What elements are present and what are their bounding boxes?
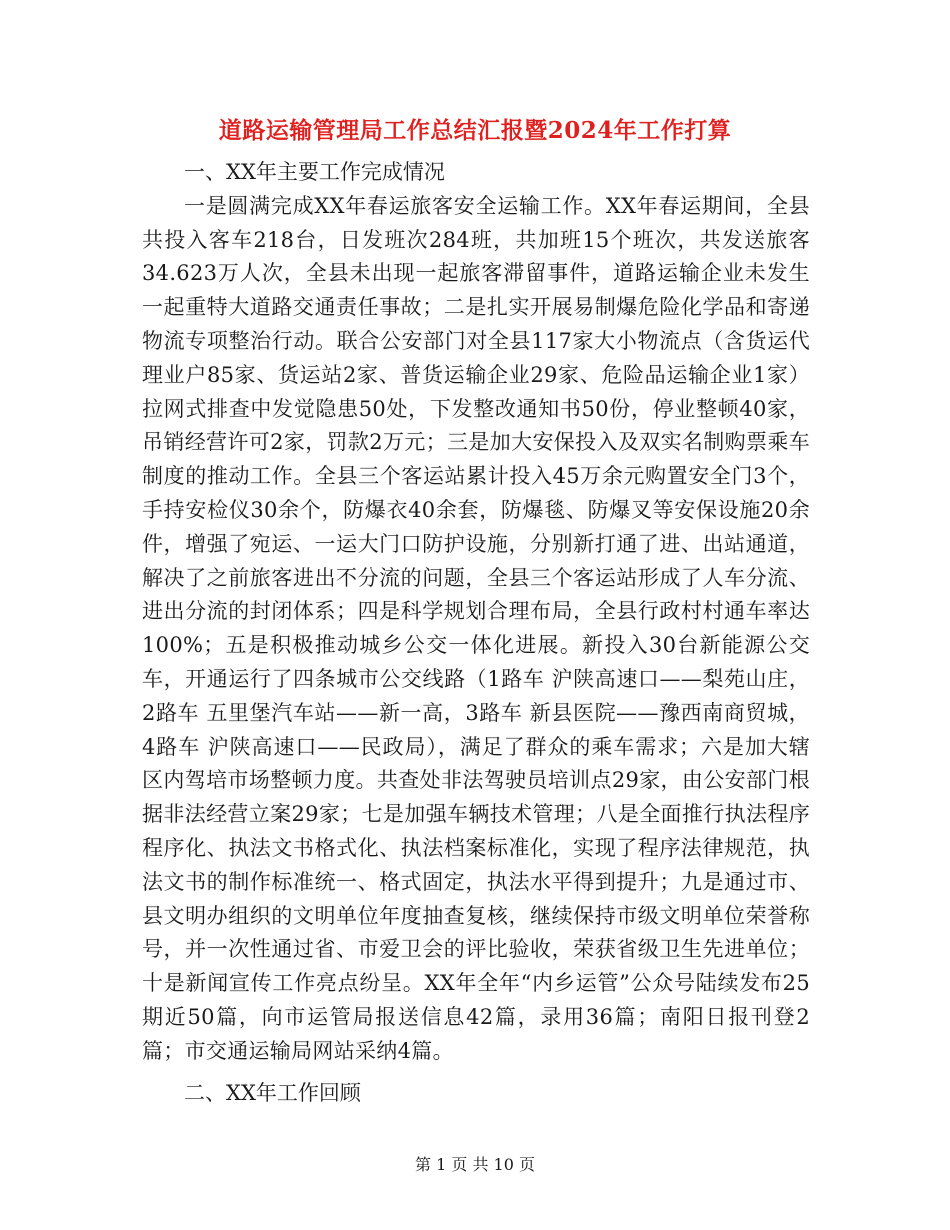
section-1-heading: 一、XX年主要工作完成情况 (184, 160, 445, 184)
page-footer: 第 1 页 共 10 页 (415, 1155, 535, 1174)
document-body (142, 156, 810, 1110)
document-title: 道路运输管理局工作总结汇报暨2024年工作打算 (218, 117, 732, 144)
section-1-paragraph: 一是圆满完成XX年春运旅客安全运输工作。XX年春运期间，全县共投入客车218台，日发班次284班，共加班15个班次，共发送旅客34.623万人次，全县未出现一起旅客滞留事件，道路运输企业未发生一起重特大道路交通责任事故；二是扎实开展易制爆危险化学品和寄递物流专项整治行动。联合公安部门对全县117家大小物流点（含货运代理业户85家、货运站2家、普货运输企业29家、危险品运输企业1家）拉网式排查中发觉隐患50处，下发整改通知书50份，停业整顿40家，吊销经营许可2家，罚款2万元；三是加大安保投入及双实名制购票乘车制度的推动工作。全县三个客运站累计投入45万余元购置安全门3个，手持安检仪30余个，防爆衣40余套，防爆毯、防爆叉等安保设施20余件，增强了宛运、一运大门口防护设施，分别新打通了进、出站通道，解决了之前旅客进出不分流的问题，全县三个客运站形成了人车分流、进出分流的封闭体系；四是科学规划合理布局，全县行政村村通车率达100%；五是积极推动城乡公交一体化进展。新投入30台新能源公交车，开通运行了四条城市公交线路（1路车 沪陕高速口——梨苑山庄，2路车 五里堡汽车站——新一高，3路车 新县医院——豫西南商贸城，4路车 沪陕高速口——民政局），满足了群众的乘车需求；六是加大辖区内驾培市场整顿力度。共查处非法驾驶员培训点29家，由公安部门根据非法经营立案29家；七是加强车辆技术管理；八是全面推行执法程序程序化、执法文书格式化、执法档案标准化，实现了程序法律规范，执法文书的制作标准统一、格式固定，执法水平得到提升；九是通过市、县文明办组织的文明单位年度抽查复核，继续保持市级文明单位荣誉称号，并一次性通过省、市爱卫会的评比验收，荣获省级卫生先进单位；十是新闻宣传工作亮点纷呈。XX年全年“内乡运管”公众号陆续发布25期近50篇，向市运管局报送信息42篇，录用36篇；南阳日报刊登2篇；市交通运输局网站采纳4篇。 (142, 193, 810, 1063)
section-2-heading: 二、XX年工作回顾 (184, 1080, 361, 1105)
